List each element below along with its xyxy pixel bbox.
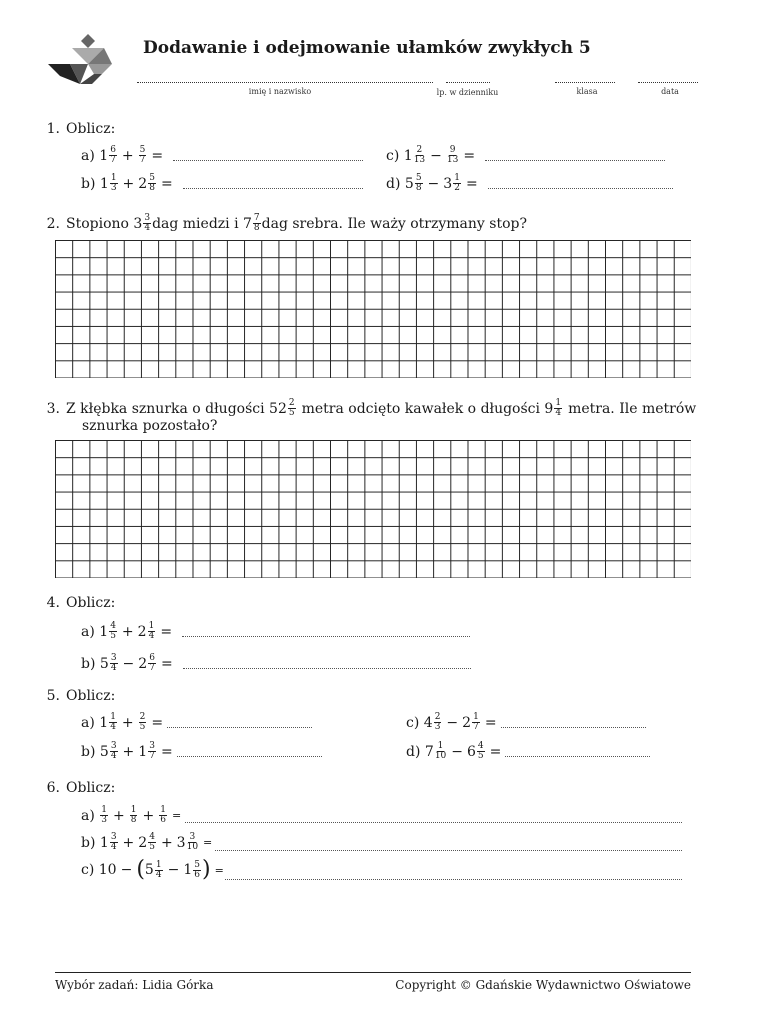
fraction: $\frac{1}{4}$ <box>148 621 155 641</box>
fraction: $\frac{1}{4}$ <box>555 398 562 418</box>
task1-item-c <box>386 146 665 165</box>
item-label: a) <box>81 807 95 824</box>
item-label: d) <box>406 743 421 760</box>
answer-line[interactable] <box>485 150 665 161</box>
operator: + <box>121 714 134 731</box>
item-label: d) <box>386 175 401 192</box>
whole: 2 <box>138 175 148 192</box>
fraction: $\frac{3}{7}$ <box>149 741 155 761</box>
operator: − <box>120 862 133 878</box>
task-text: Stopiono 3 <box>66 215 143 232</box>
equals: = <box>171 809 182 822</box>
task6-item-a <box>81 806 185 825</box>
task3-text <box>38 399 696 418</box>
fraction: $\frac{1}{7}$ <box>473 712 479 732</box>
fraction: $\frac{1}{3}$ <box>110 173 117 193</box>
item-label: a) <box>81 714 95 731</box>
task5-item-c <box>406 713 646 732</box>
task-prompt: Oblicz: <box>66 595 116 611</box>
operator: + <box>121 147 134 164</box>
fraction: $\frac{9}{13}$ <box>446 145 459 165</box>
item-label: b) <box>81 175 96 192</box>
fraction: $\frac{2}{13}$ <box>413 145 426 165</box>
task1-item-a <box>81 146 363 165</box>
answer-line[interactable] <box>183 178 363 189</box>
task5-header <box>38 688 115 704</box>
whole: 1 <box>99 147 109 164</box>
answer-line[interactable] <box>185 812 682 823</box>
task-number: 5. <box>46 688 60 704</box>
answer-line[interactable] <box>505 746 650 757</box>
date-field-label: data <box>661 87 679 96</box>
whole: 1 <box>183 862 193 878</box>
task4-header <box>38 595 115 611</box>
answer-line[interactable] <box>225 869 682 880</box>
class-field-label: klasa <box>576 87 598 96</box>
item-label: a) <box>81 147 95 164</box>
task-number: 3. <box>46 400 60 417</box>
name-field-label: imię i nazwisko <box>248 87 312 96</box>
fraction: $\frac{4}{5}$ <box>149 832 155 852</box>
whole: 1 <box>99 175 109 192</box>
fraction: $\frac{1}{10}$ <box>434 741 447 761</box>
equals: = <box>160 655 173 672</box>
fraction: $\frac{3}{4}$ <box>110 653 117 673</box>
operator: + <box>122 743 135 760</box>
task5-item-b <box>81 742 322 761</box>
fraction: $\frac{5}{6}$ <box>194 859 200 880</box>
page-title: Dodawanie i odejmowanie ułamków zwykłych 5 <box>143 38 591 58</box>
operator: + <box>122 834 135 851</box>
answer-line[interactable] <box>173 150 363 161</box>
fraction: $\frac{4}{5}$ <box>110 621 116 641</box>
tangram-logo <box>48 34 114 86</box>
task-number: 4. <box>46 595 60 611</box>
task-number: 6. <box>46 780 60 796</box>
task3-text-line2: sznurka pozostało? <box>82 418 218 434</box>
fraction: $\frac{6}{7}$ <box>149 653 155 673</box>
operator: − <box>427 175 440 192</box>
fraction: $\frac{3}{4}$ <box>110 741 117 761</box>
fraction: $\frac{2}{5}$ <box>288 398 295 418</box>
whole: 2 <box>138 655 148 672</box>
task-text: dag srebra. Ile waży otrzymany stop? <box>261 215 527 232</box>
equals: = <box>160 623 173 640</box>
whole: 5 <box>144 862 154 878</box>
answer-line[interactable] <box>182 626 470 637</box>
footer-rule <box>55 972 691 973</box>
equals: = <box>203 836 213 849</box>
fraction: $\frac{3}{10}$ <box>186 832 199 852</box>
operator: − <box>167 862 180 878</box>
equals: = <box>160 743 173 760</box>
number-field-label: lp. w dzienniku <box>436 88 499 97</box>
fraction: $\frac{4}{5}$ <box>477 741 484 761</box>
task-text: dag miedzi i 7 <box>152 215 252 232</box>
whole: 4 <box>423 714 433 731</box>
item-label: c) <box>81 862 95 878</box>
whole: 3 <box>176 834 186 851</box>
task-text: metra. Ile metrów <box>568 400 697 417</box>
task-prompt: Oblicz: <box>66 688 116 704</box>
operator: − <box>122 655 135 672</box>
task2-text <box>38 214 527 233</box>
task-text: Z kłębka sznurka o długości 52 <box>66 400 287 417</box>
fraction: $\frac{5}{8}$ <box>415 173 422 193</box>
answer-line[interactable] <box>167 717 312 728</box>
whole: 2 <box>138 834 148 851</box>
task6-item-c <box>81 857 228 882</box>
footer-author: Wybór zadań: Lidia Górka <box>55 978 214 992</box>
whole: 5 <box>99 655 109 672</box>
task-number: 2. <box>46 215 60 232</box>
task6-item-b <box>81 833 216 852</box>
answer-line[interactable] <box>215 840 682 851</box>
operator: + <box>121 623 134 640</box>
item-label: b) <box>81 655 96 672</box>
whole: 3 <box>443 175 453 192</box>
item-label: c) <box>406 714 420 731</box>
answer-line[interactable] <box>501 717 646 728</box>
task-prompt: Oblicz: <box>66 121 116 137</box>
equals: = <box>160 175 173 192</box>
task-number: 1. <box>46 121 60 137</box>
whole: 1 <box>99 714 109 731</box>
answer-line[interactable] <box>488 178 673 189</box>
fraction: $\frac{2}{3}$ <box>434 712 441 732</box>
task-prompt: Oblicz: <box>66 780 116 796</box>
task4-item-b <box>81 654 471 673</box>
fraction: $\frac{7}{8}$ <box>253 213 260 233</box>
operator: + <box>160 834 173 851</box>
fraction: $\frac{3}{4}$ <box>110 832 117 852</box>
whole: 2 <box>462 714 472 731</box>
operator: + <box>142 807 155 824</box>
equals: = <box>484 714 497 731</box>
whole: 6 <box>467 743 476 760</box>
fraction: $\frac{1}{4}$ <box>155 859 162 880</box>
fraction: $\frac{1}{3}$ <box>101 805 107 825</box>
whole: 1 <box>99 623 109 640</box>
fraction: $\frac{5}{8}$ <box>149 173 155 193</box>
equals: = <box>214 863 224 877</box>
footer-copyright: Copyright © Gdańskie Wydawnictwo Oświatowe <box>395 978 691 992</box>
item-label: b) <box>81 743 96 760</box>
whole: 2 <box>137 623 147 640</box>
whole: 5 <box>99 743 109 760</box>
whole: 5 <box>404 175 414 192</box>
equals: = <box>151 714 164 731</box>
whole: 1 <box>403 147 413 164</box>
answer-line[interactable] <box>183 658 471 669</box>
item-label: c) <box>386 147 400 164</box>
task6-header <box>38 780 115 796</box>
item-label: a) <box>81 623 95 640</box>
task5-item-a <box>81 713 312 732</box>
operator: − <box>430 147 442 164</box>
operator: − <box>446 714 459 731</box>
answer-grid[interactable] <box>55 240 691 378</box>
task1-item-d <box>386 174 673 193</box>
whole: 1 <box>99 834 109 851</box>
fraction: $\frac{2}{5}$ <box>139 712 146 732</box>
operator: − <box>451 743 463 760</box>
fraction: $\frac{6}{7}$ <box>110 145 116 165</box>
equals: = <box>463 147 476 164</box>
equals: = <box>465 175 478 192</box>
fraction: $\frac{1}{8}$ <box>130 805 137 825</box>
task-text: metra odcięto kawałek o długości 9 <box>301 400 554 417</box>
task1-header <box>38 121 115 137</box>
whole: 7 <box>424 743 434 760</box>
fraction: $\frac{3}{4}$ <box>144 213 151 233</box>
answer-grid[interactable] <box>55 440 691 578</box>
operator: + <box>122 175 135 192</box>
number-field-line <box>446 76 490 83</box>
task4-item-a <box>81 622 470 641</box>
equals: = <box>151 147 164 164</box>
fraction: $\frac{1}{6}$ <box>160 805 166 825</box>
date-field-line <box>638 76 698 83</box>
operator: + <box>113 807 125 824</box>
fraction: $\frac{5}{7}$ <box>139 145 146 165</box>
whole: 10 <box>98 862 117 878</box>
answer-line[interactable] <box>177 746 322 757</box>
name-field-line <box>137 76 433 83</box>
task5-item-d <box>406 742 650 761</box>
equals: = <box>489 743 502 760</box>
fraction: $\frac{1}{2}$ <box>454 173 460 193</box>
class-field-line <box>555 76 615 83</box>
left-paren: ( <box>136 857 145 882</box>
whole: 1 <box>138 743 148 760</box>
right-paren: ) <box>201 857 211 882</box>
task1-item-b <box>81 174 363 193</box>
fraction: $\frac{1}{4}$ <box>110 712 116 732</box>
item-label: b) <box>81 834 96 851</box>
